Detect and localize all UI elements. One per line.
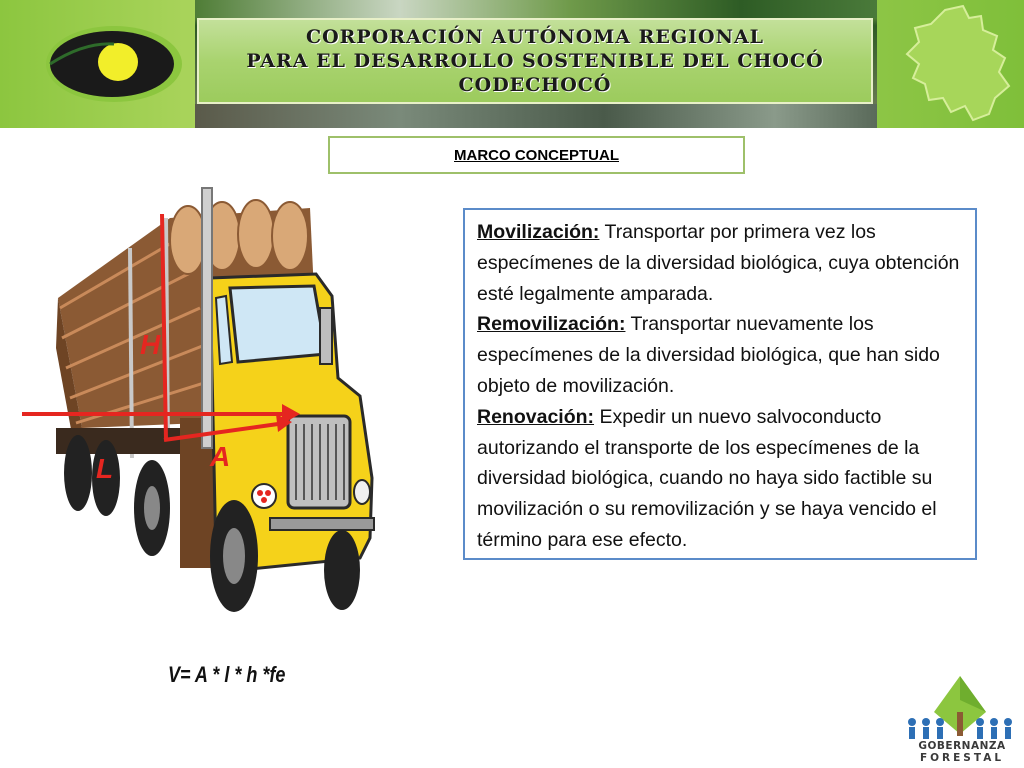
text-renovacion: Expedir un nuevo salvoconducto autorizando el transporte de los especímenes de la diversidad biológica, cuando no haya sido factible su movilización o su removilización y se haya vencido el término para ese efecto. [477, 405, 937, 551]
text-removilizacion: Transportar nuevamente los especímenes de la diversidad biológica, que han sido objeto de movilización. [477, 313, 940, 397]
term-renovacion: Renovación: [477, 405, 595, 428]
codechoco-logo-icon [44, 22, 184, 106]
definition-removilizacion [477, 309, 965, 401]
volume-formula: V= A * l * h *fe [168, 662, 286, 687]
gobernanza-forestal-wordmark [904, 740, 1020, 764]
title-line-2: PARA EL DESARROLLO SOSTENIBLE DEL CHOCÓ [246, 50, 824, 72]
length-label: L [96, 453, 114, 484]
title-line-3: CODECHOCÓ [458, 74, 612, 96]
term-movilizacion: Movilización: [477, 221, 600, 243]
section-title-box [328, 136, 745, 174]
gob-line-1: GOBERNANZA [918, 740, 1006, 752]
gob-line-2: FORESTAL [919, 752, 1005, 764]
section-title: MARCO CONCEPTUAL [454, 146, 619, 164]
definition-movilizacion [477, 217, 965, 309]
log-truck-illustration [20, 178, 440, 708]
definitions-box [463, 208, 977, 560]
choco-map-icon [885, 2, 1024, 126]
organization-title [197, 18, 873, 104]
definition-renovacion [477, 402, 965, 556]
height-label: H [140, 329, 161, 360]
title-line-1: CORPORACIÓN AUTÓNOMA REGIONAL [305, 26, 765, 48]
width-label: A [210, 441, 231, 472]
text-movilizacion: Transportar por primera vez los especímenes de la diversidad biológica, cuya obtención esté legalmente amparada. [477, 221, 960, 305]
term-removilizacion: Removilización: [477, 313, 626, 336]
header-banner [0, 0, 1024, 128]
